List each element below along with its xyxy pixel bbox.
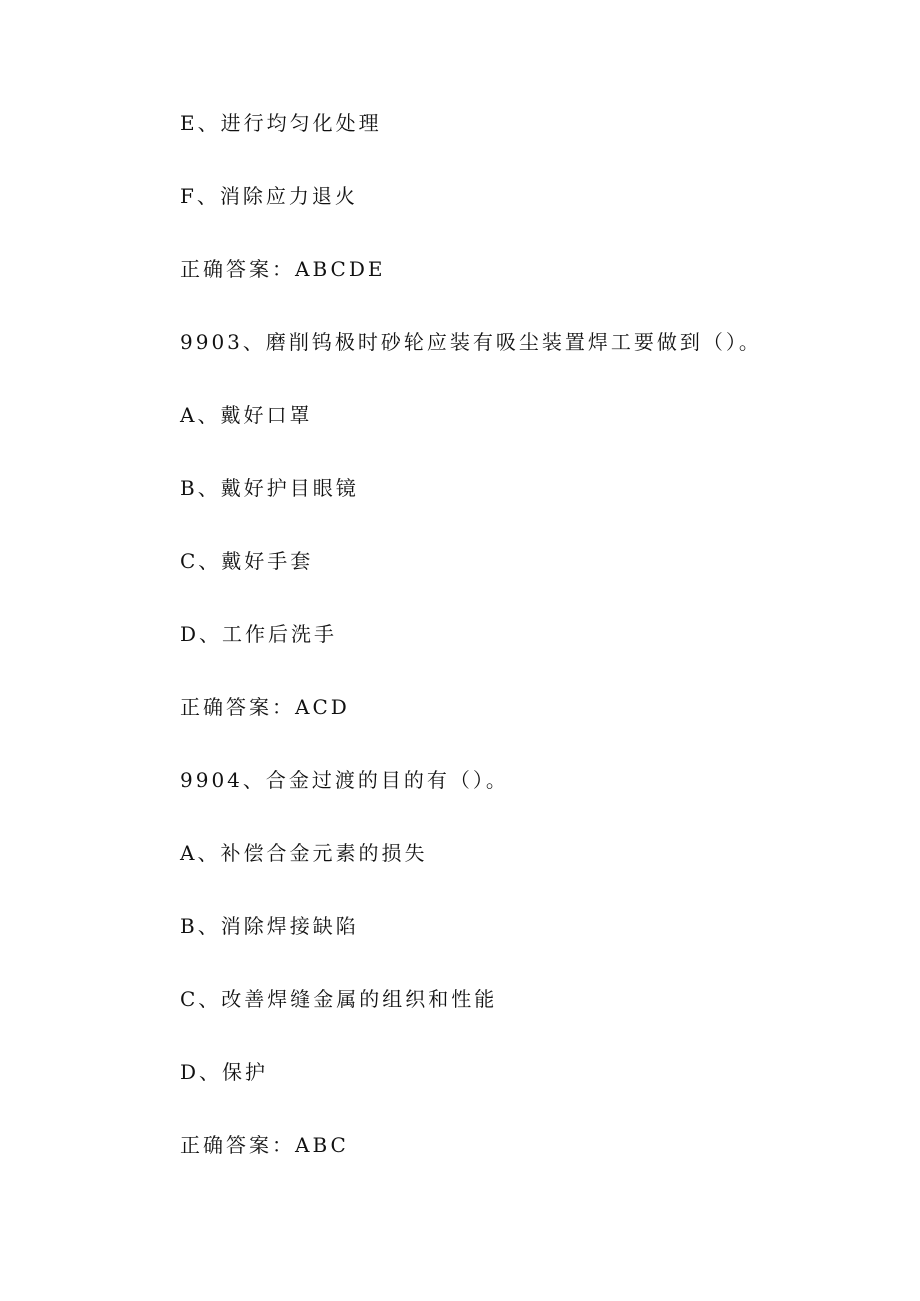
answer-line: 正确答案：ABC: [180, 1133, 349, 1157]
option-a: A、补偿合金元素的损失: [180, 841, 428, 865]
option-b: B、消除焊接缺陷: [180, 914, 359, 938]
option-e: E、进行均匀化处理: [180, 111, 382, 135]
question-9903: 9903、磨削钨极时砂轮应装有吸尘装置焊工要做到（）。: [180, 330, 762, 354]
option-d: D、工作后洗手: [180, 622, 338, 646]
option-a: A、戴好口罩: [180, 403, 313, 427]
question-9904: 9904、合金过渡的目的有（）。: [180, 768, 509, 792]
answer-line: 正确答案：ABCDE: [180, 257, 386, 281]
option-d: D、保护: [180, 1060, 269, 1084]
option-c: C、戴好手套: [180, 549, 314, 573]
option-b: B、戴好护目眼镜: [180, 476, 359, 500]
option-f: F、消除应力退火: [180, 184, 358, 208]
answer-line: 正确答案：ACD: [180, 695, 350, 719]
option-c: C、改善焊缝金属的组织和性能: [180, 987, 498, 1011]
